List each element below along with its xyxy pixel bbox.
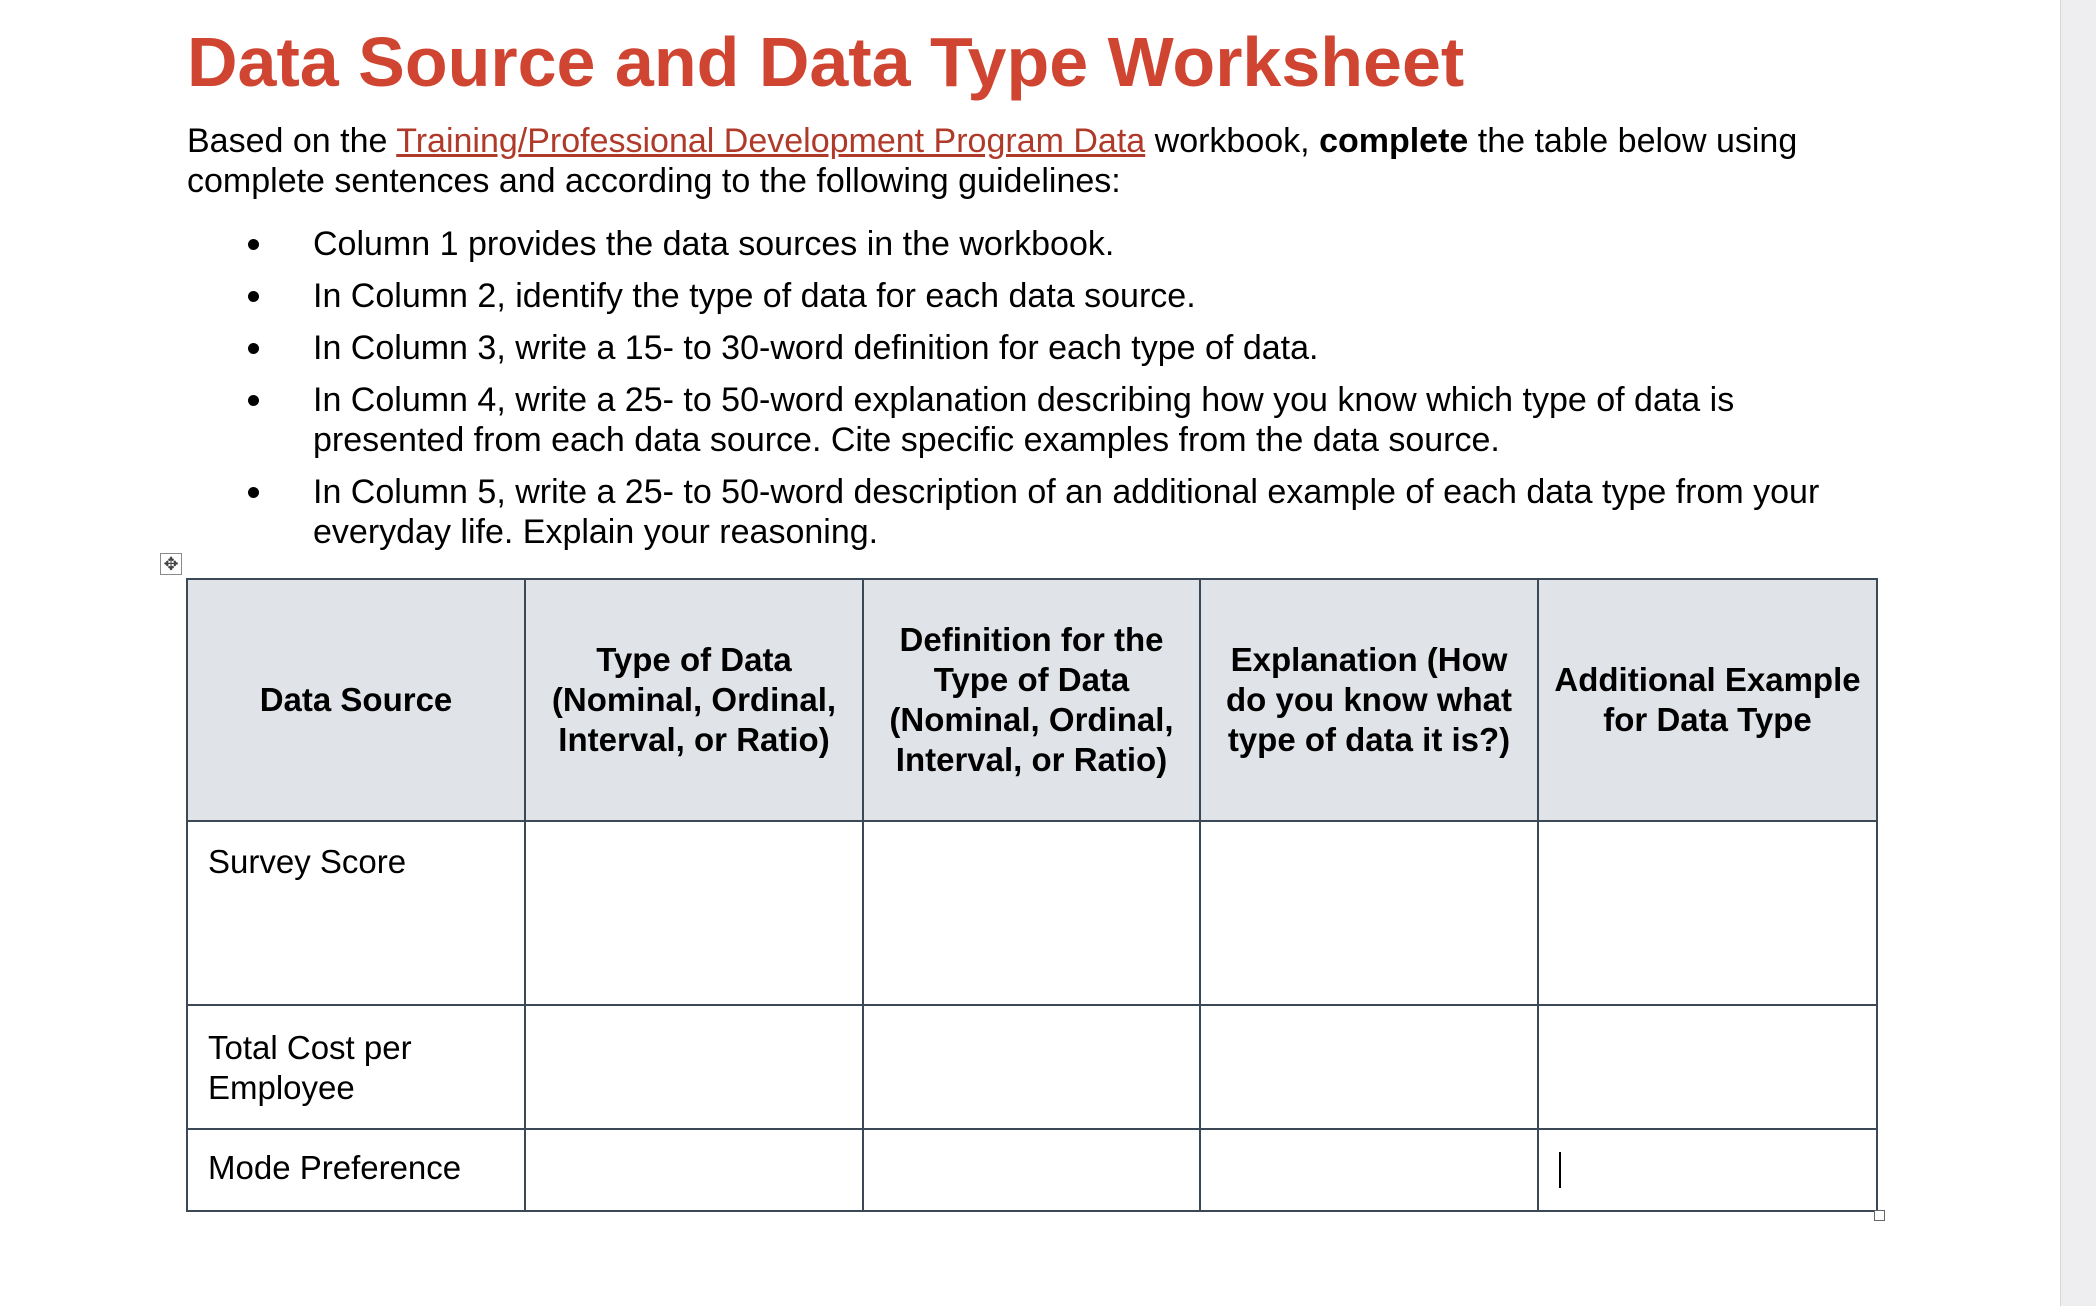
bullet-icon [248,239,259,250]
intro-prefix: Based on the [187,122,397,160]
guideline-text: In Column 4, write a 25- to 50-word explanation describing how you know which type of data is presented from each data source. Cite specific examples from the data source. [313,381,1735,459]
cell-additional-example[interactable] [1538,1005,1877,1129]
guidelines-list [240,224,1840,564]
header-data-source: Data Source [187,579,525,821]
page-title: Data Source and Data Type Worksheet [187,23,1465,101]
table-header-row [187,579,1877,821]
cell-data-source[interactable]: Mode Preference [187,1129,525,1211]
guideline-item [240,276,1840,316]
move-arrows-icon[interactable]: ✥ [160,553,182,575]
cell-type-of-data[interactable] [525,821,863,1005]
cell-additional-example[interactable] [1538,821,1877,1005]
guideline-text: In Column 3, write a 15- to 30-word definition for each type of data. [313,329,1319,367]
guideline-item [240,224,1840,264]
window-right-gutter [2060,0,2096,1306]
intro-bold-word: complete [1319,122,1469,160]
bullet-icon [248,395,259,406]
cell-explanation[interactable] [1200,1129,1538,1211]
cell-data-source[interactable]: Total Cost per Employee [187,1005,525,1129]
bullet-icon [248,343,259,354]
cell-data-source[interactable]: Survey Score [187,821,525,1005]
table-row [187,1005,1877,1129]
intro-paragraph [187,121,1807,201]
cell-definition[interactable] [863,821,1200,1005]
table-row [187,821,1877,1005]
bullet-icon [248,487,259,498]
guideline-text: In Column 2, identify the type of data for each data source. [313,277,1196,315]
guideline-item [240,328,1840,368]
intro-middle: workbook, [1145,122,1320,160]
cell-type-of-data[interactable] [525,1005,863,1129]
guideline-item [240,380,1840,460]
guideline-item [240,472,1840,552]
bullet-icon [248,291,259,302]
header-type-of-data: Type of Data (Nominal, Ordinal, Interval, or Ratio) [525,579,863,821]
cell-definition[interactable] [863,1005,1200,1129]
cell-definition[interactable] [863,1129,1200,1211]
header-definition: Definition for the Type of Data (Nominal, Ordinal, Interval, or Ratio) [863,579,1200,821]
cell-additional-example[interactable] [1538,1129,1877,1211]
cell-type-of-data[interactable] [525,1129,863,1211]
resize-square-icon[interactable] [1874,1210,1885,1221]
intro-suffix: the table below using complete sentences and according to the following guidelines: [187,122,1798,200]
cell-explanation[interactable] [1200,821,1538,1005]
header-additional-example: Additional Example for Data Type [1538,579,1877,821]
guideline-text: Column 1 provides the data sources in the workbook. [313,225,1115,263]
workbook-link[interactable]: Training/Professional Development Program Data [396,122,1146,160]
guideline-text: In Column 5, write a 25- to 50-word description of an additional example of each data type from your everyday life. Explain your reasoning. [313,473,1820,551]
text-cursor [1559,1152,1561,1188]
cell-explanation[interactable] [1200,1005,1538,1129]
worksheet-table [186,578,1878,1212]
table-row [187,1129,1877,1211]
header-explanation: Explanation (How do you know what type of data it is?) [1200,579,1538,821]
